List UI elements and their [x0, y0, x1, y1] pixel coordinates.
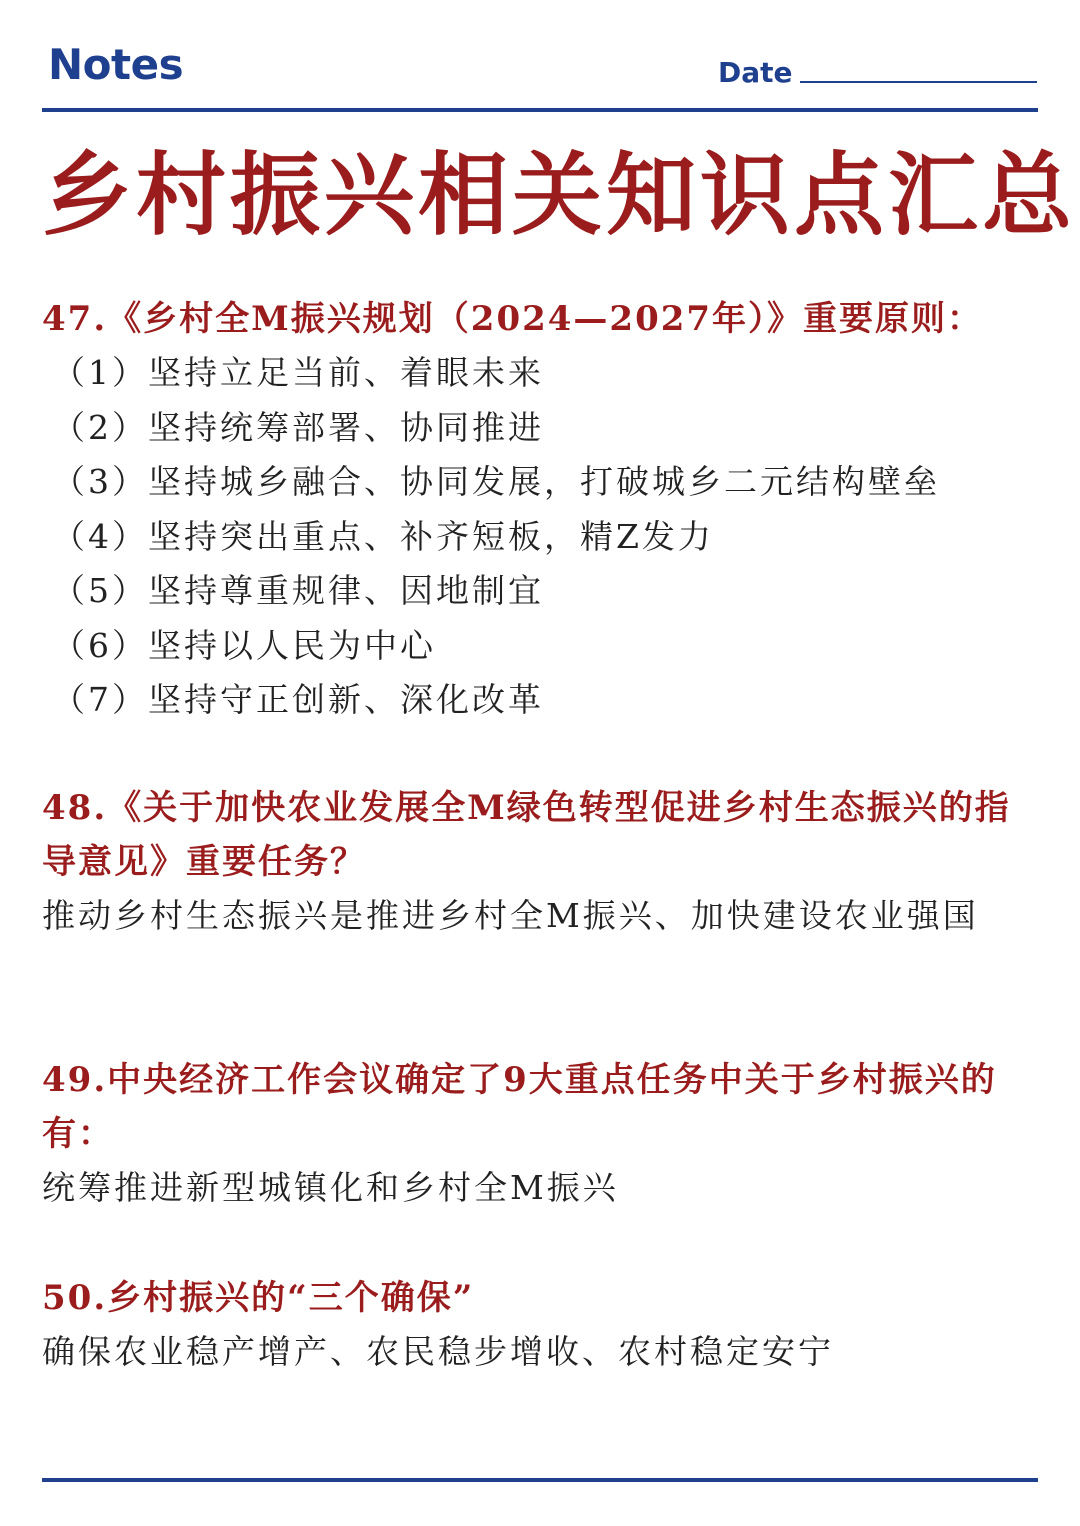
- list-item: （7）坚持守正创新、深化改革: [52, 680, 544, 719]
- date-underline: [800, 81, 1037, 83]
- answer-text: 推动乡村生态振兴是推进乡村全M振兴、加快建设农业强国: [42, 896, 979, 935]
- question-heading: 47.《乡村全M振兴规划（2024—2027年）》重要原则：: [42, 299, 984, 339]
- page-title: 乡村振兴相关知识点汇总: [42, 142, 1076, 248]
- list-item: （2）坚持统筹部署、协同推进: [52, 407, 544, 447]
- section-50: [42, 1271, 1042, 1379]
- list-item: （3）坚持城乡融合、协同发展，打破城乡二元结构壁垒: [52, 462, 940, 501]
- section-47: [42, 292, 1042, 728]
- list-item: （1）坚持立足当前、着眼未来: [52, 353, 544, 392]
- top-divider: [42, 108, 1038, 112]
- date-label: Date: [718, 56, 793, 89]
- list-item: （5）坚持尊重规律、因地制宜: [52, 571, 544, 610]
- notes-brand: Notes: [48, 40, 184, 89]
- section-48: [42, 781, 1042, 943]
- principles-list: [42, 346, 1042, 728]
- answer-text: 统筹推进新型城镇化和乡村全M振兴: [42, 1168, 619, 1207]
- question-heading: 48.《关于加快农业发展全M绿色转型促进乡村生态振兴的指导意见》重要任务？: [42, 788, 1011, 882]
- question-heading: 49.中央经济工作会议确定了9大重点任务中关于乡村振兴的有：: [42, 1060, 997, 1154]
- bottom-divider: [42, 1478, 1038, 1482]
- page-header: [0, 0, 1080, 120]
- question-heading: 50.乡村振兴的“三个确保”: [42, 1278, 475, 1318]
- answer-text: 确保农业稳产增产、农民稳步增收、农村稳定安宁: [42, 1332, 834, 1371]
- list-item: （4）坚持突出重点、补齐短板，精Z发力: [52, 516, 714, 556]
- section-49: [42, 1053, 1042, 1215]
- list-item: （6）坚持以人民为中心: [52, 625, 436, 665]
